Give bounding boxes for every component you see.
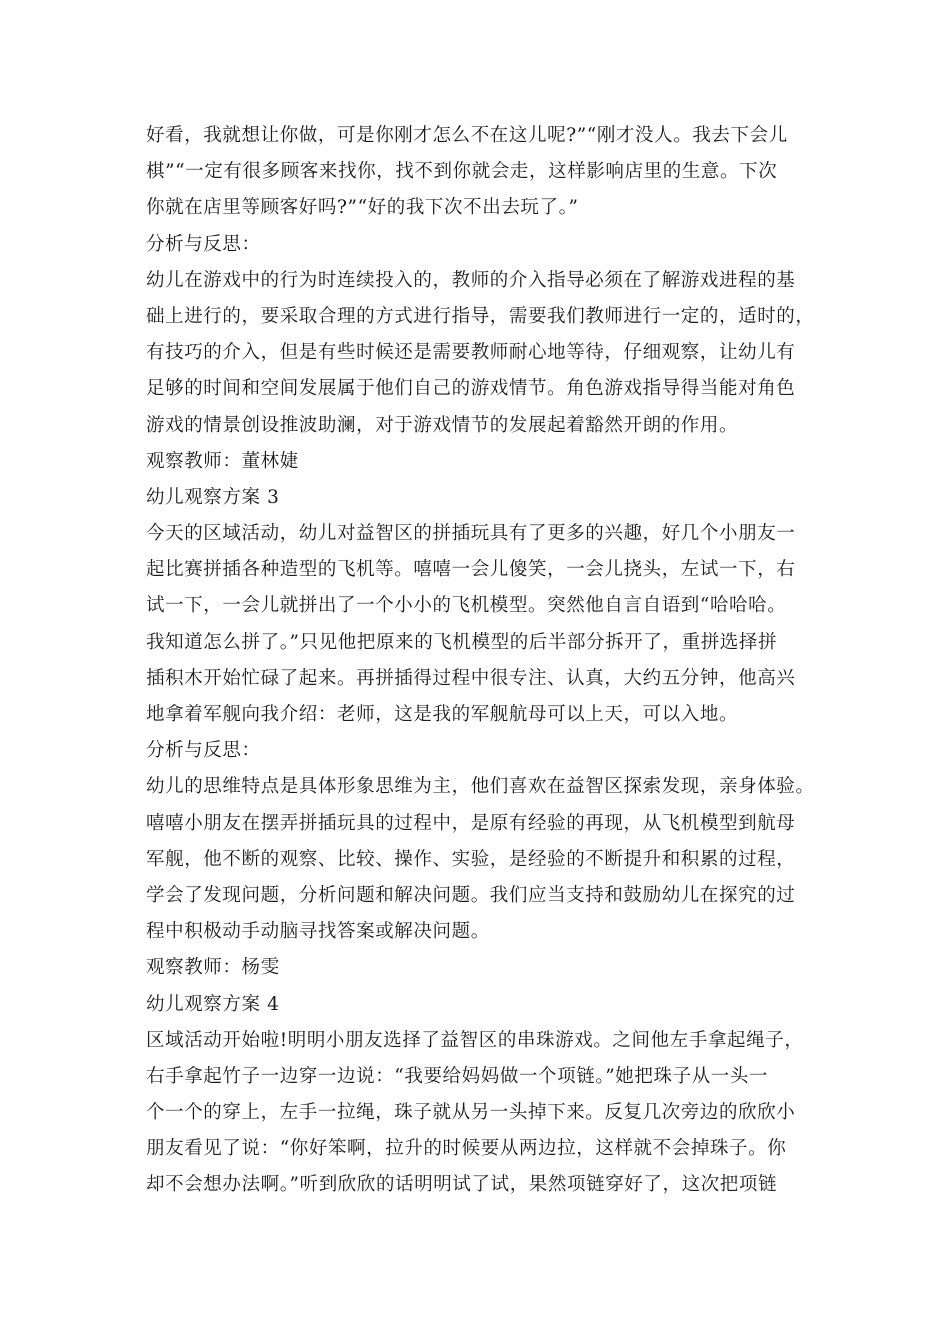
text-line: 朋友看见了说：“你好笨啊，拉升的时候要从两边拉，这样就不会掉珠子。你	[146, 1138, 787, 1160]
text-line: 今天的区域活动，幼儿对益智区的拼插玩具有了更多的兴趣，好几个小朋友一	[146, 523, 796, 545]
text-line: 右手拿起竹子一边穿一边说：“我要给妈妈做一个项链。”她把珠子从一头一	[146, 1065, 769, 1087]
text-line: 游戏的情景创设推波助澜，对于游戏情节的发展起着豁然开朗的作用。	[146, 414, 739, 436]
plan-title: 幼儿观察方案 3	[146, 486, 280, 508]
observer-line: 观察教师：董林婕	[146, 450, 299, 472]
text-line: 程中积极动手动脑寻找答案或解决问题。	[146, 921, 490, 943]
text-line: 插积木开始忙碌了起来。再拼插得过程中很专注、认真，大约五分钟，他高兴	[146, 667, 796, 689]
text-line: 嘻嘻小朋友在摆弄拼插玩具的过程中，是原有经验的再现，从飞机模型到航母	[146, 812, 796, 834]
text-line: 起比赛拼插各种造型的飞机等。嘻嘻一会儿傻笑，一会儿挠头，左试一下，右	[146, 559, 796, 581]
text-line: 幼儿的思维特点是具体形象思维为主，他们喜欢在益智区探索发现，亲身体验。	[146, 776, 815, 798]
text-line: 有技巧的介入，但是有些时候还是需要教师耐心地等待，仔细观察，让幼儿有	[146, 342, 796, 364]
text-line: 棋”“一定有很多顾客来找你，找不到你就会走，这样影响店里的生意。下次	[146, 161, 778, 183]
observer-line: 观察教师：杨雯	[146, 957, 280, 979]
text-line: 军舰，他不断的观察、比较、操作、实验，是经验的不断提升和积累的过程，	[146, 848, 796, 870]
text-line: 础上进行的，要采取合理的方式进行指导，需要我们教师进行一定的，适时的，	[146, 305, 815, 327]
text-line: 学会了发现问题，分析问题和解决问题。我们应当支持和鼓励幼儿在探究的过	[146, 884, 796, 906]
text-line: 我知道怎么拼了。”只见他把原来的飞机模型的后半部分拆开了，重拼选择拼	[146, 631, 778, 653]
text-line: 好看，我就想让你做，可是你刚才怎么不在这儿呢?”“刚才没人。我去下会儿	[146, 125, 788, 146]
text-line: 区域活动开始啦!明明小朋友选择了益智区的串珠游戏。之间他左手拿起绳子，	[146, 1029, 804, 1051]
section-heading: 分析与反思：	[146, 740, 261, 762]
text-line: 幼儿在游戏中的行为时连续投入的，教师的介入指导必须在了解游戏进程的基	[146, 269, 796, 291]
text-line: 个一个的穿上，左手一拉绳，珠子就从另一头掉下来。反复几次旁边的欣欣小	[146, 1102, 796, 1124]
text-line: 地拿着军舰向我介绍：老师，这是我的军舰航母可以上天，可以入地。	[146, 704, 739, 725]
text-line: 试一下，一会儿就拼出了一个小小的飞机模型。突然他自言自语到“哈哈哈。	[146, 595, 787, 617]
text-line: 却不会想办法啊。”听到欣欣的话明明试了试，果然项链穿好了，这次把项链	[146, 1174, 778, 1196]
section-heading: 分析与反思：	[146, 233, 261, 255]
text-line: 你就在店里等顾客好吗?”“好的我下次不出去玩了。”	[146, 197, 579, 219]
plan-title: 幼儿观察方案 4	[146, 993, 280, 1015]
document-body	[146, 118, 826, 1204]
text-line: 足够的时间和空间发展属于他们自己的游戏情节。角色游戏指导得当能对角色	[146, 378, 796, 400]
